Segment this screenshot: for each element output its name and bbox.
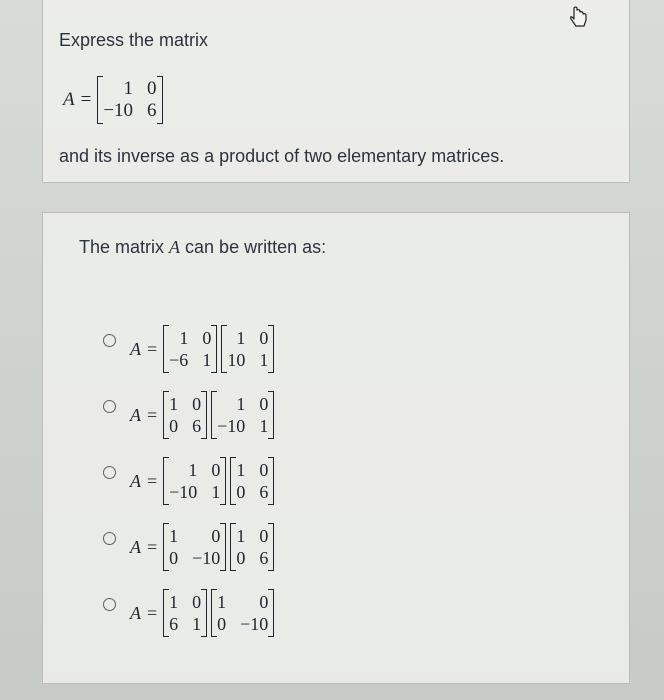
option-matrix-2: [230, 457, 274, 505]
matrix-cell: 0: [192, 394, 202, 414]
matrix-cell: 1: [169, 394, 179, 414]
option-var: A: [130, 470, 141, 491]
answer-prompt: [79, 237, 326, 258]
answer-option-1[interactable]: [103, 325, 278, 373]
matrix-cell: 0: [259, 394, 269, 414]
matrix-cell: 0: [236, 482, 246, 502]
matrix-cell: 0: [211, 460, 221, 480]
matrix-variable: A: [63, 89, 75, 110]
matrix-cell: 1: [259, 350, 269, 370]
matrix-cell: 1: [259, 416, 269, 436]
matrix-cell: 6: [169, 614, 179, 634]
matrix-cell: 1: [236, 328, 246, 348]
option-matrix-2: [211, 589, 274, 637]
matrix-cell: 1: [211, 482, 221, 502]
matrix-a: [97, 76, 162, 124]
answer-option-5[interactable]: [103, 589, 278, 637]
matrix-cell: 6: [147, 100, 157, 121]
matrix-cell: 0: [236, 548, 246, 568]
matrix-cell: 1: [236, 394, 246, 414]
pointer-hand-icon: [569, 6, 589, 33]
matrix-cell: −10: [169, 482, 198, 502]
option-equals: =: [147, 404, 158, 425]
option-var: A: [130, 602, 141, 623]
option-equals: =: [147, 470, 158, 491]
matrix-cell: 0: [211, 526, 221, 546]
matrix-cell: 1: [169, 526, 179, 546]
matrix-cell: 6: [259, 482, 269, 502]
radio-button[interactable]: [103, 334, 116, 347]
matrix-cell: 0: [259, 328, 269, 348]
matrix-cell: 1: [169, 592, 179, 612]
radio-button[interactable]: [103, 466, 116, 479]
radio-button[interactable]: [103, 598, 116, 611]
matrix-cell: 0: [192, 592, 202, 612]
matrix-cell: 0: [169, 416, 179, 436]
question-prompt-after: and its inverse as a product of two elementary matrices.: [59, 146, 505, 166]
option-matrix-1: [163, 391, 207, 439]
option-matrix-1: [163, 589, 207, 637]
option-equation: [130, 523, 278, 571]
matrix-cell: −10: [217, 416, 246, 436]
matrix-cell: 1: [123, 78, 134, 99]
matrix-cell: 0: [202, 328, 212, 348]
option-matrix-1: [163, 325, 217, 373]
option-equation: [130, 391, 278, 439]
matrix-cell: 1: [202, 350, 212, 370]
equals-sign: =: [80, 89, 92, 110]
matrix-cell: 0: [169, 548, 179, 568]
matrix-cell: 0: [217, 614, 227, 634]
radio-button[interactable]: [103, 532, 116, 545]
matrix-cell: 1: [236, 460, 246, 480]
option-equals: =: [147, 536, 158, 557]
option-matrix-2: [230, 523, 274, 571]
answer-option-4[interactable]: [103, 523, 278, 571]
option-matrix-2: [211, 391, 274, 439]
matrix-cell: 1: [192, 614, 202, 634]
option-equation: [130, 325, 278, 373]
radio-button[interactable]: [103, 400, 116, 413]
matrix-cell: 6: [192, 416, 202, 436]
matrix-cell: 6: [259, 548, 269, 568]
matrix-cell: 0: [147, 78, 157, 99]
matrix-cell: 1: [236, 526, 246, 546]
question-panel: [42, 0, 630, 183]
matrix-cell: −6: [169, 350, 189, 370]
answer-panel: [42, 212, 630, 684]
option-var: A: [130, 404, 141, 425]
matrix-cell: −10: [103, 100, 134, 121]
answer-option-2[interactable]: [103, 391, 278, 439]
matrix-cell: 1: [188, 460, 198, 480]
matrix-cell: −10: [240, 614, 269, 634]
matrix-cell: 1: [179, 328, 189, 348]
option-equals: =: [147, 602, 158, 623]
option-var: A: [130, 338, 141, 359]
matrix-cell: 0: [259, 460, 269, 480]
answer-prompt-prefix: The matrix: [79, 237, 170, 257]
matrix-cell: 10: [227, 350, 246, 370]
matrix-cell: 0: [259, 526, 269, 546]
answer-prompt-suffix: can be written as:: [180, 237, 327, 257]
question-prompt: Express the matrix: [59, 30, 209, 50]
answer-option-3[interactable]: [103, 457, 278, 505]
matrix-cell: 1: [217, 592, 227, 612]
question-matrix-equation: [63, 76, 167, 124]
option-equals: =: [147, 338, 158, 359]
option-matrix-2: [221, 325, 274, 373]
option-matrix-1: [163, 523, 226, 571]
option-matrix-1: [163, 457, 226, 505]
option-equation: [130, 457, 278, 505]
answer-prompt-var: A: [169, 237, 181, 257]
matrix-cell: 0: [259, 592, 269, 612]
option-equation: [130, 589, 278, 637]
option-var: A: [130, 536, 141, 557]
matrix-cell: −10: [192, 548, 221, 568]
